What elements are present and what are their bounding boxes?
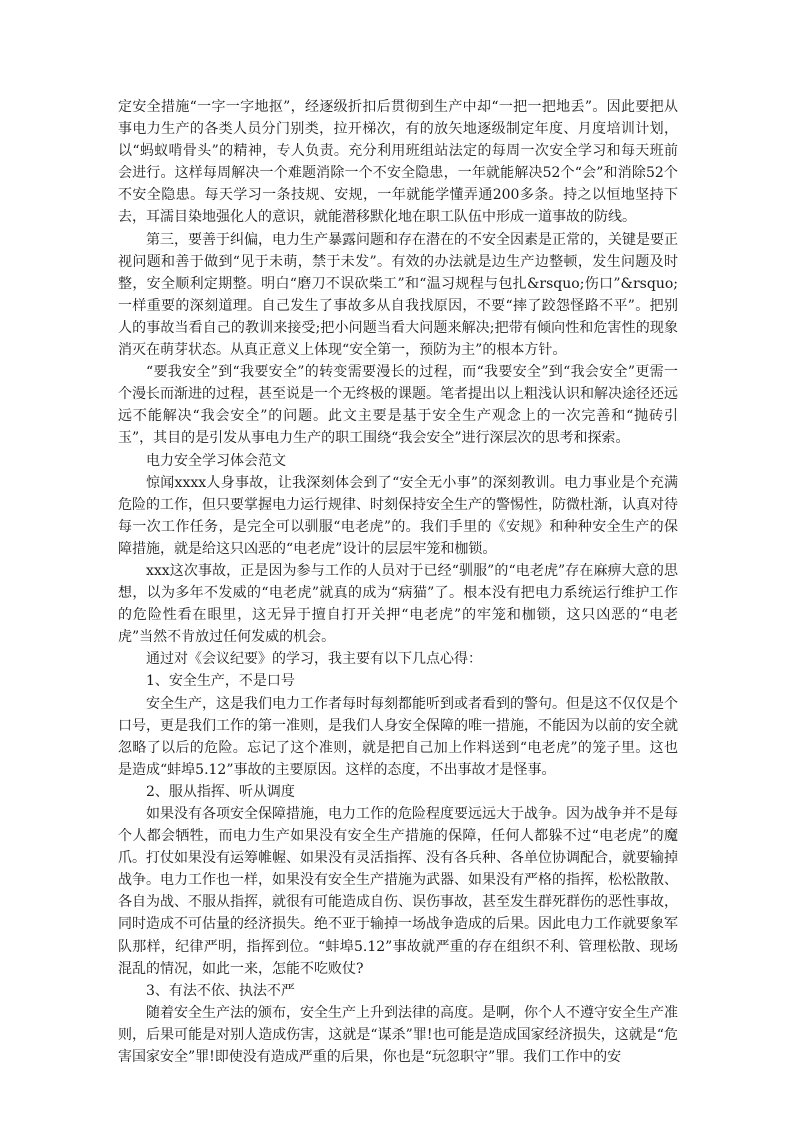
point-heading-2: 2、服从指挥、听从调度 (146, 783, 295, 800)
paragraph-conclusion: “要我安全”到“我要安全”的转变需要漫长的过程，而“我要安全”到“我会安全”更需一个漫长而渐进的过程，甚至说是一个无终极的课题。笔者提出以上粗浅认识和解决途径还远远不能解决“我会安全”的问题。此文主要是基于安全生产观念上的一次完善和“抛砖引玉”，其目的是引发从事电力生产的职工围绕“我会安全”进行深层次的思考和探索。 (118, 364, 678, 447)
document-page (118, 96, 678, 1068)
point-body-1: 安全生产，这是我们电力工作者每时每刻都能听到或者看到的警句。但是这不仅仅是个口号，更是我们工作的第一准则，是我们人身安全保障的唯一措施，不能因为以前的安全就忽略了以后的危险。忘记了这个准则，就是把自己加上作料送到“电老虎”的笼子里。这也是造成“蚌埠5.12”事故的主要原因。这样的态度，不出事故才是怪事。 (118, 695, 678, 778)
paragraph-accident: xxx这次事故，正是因为参与工作的人员对于已经“驯服”的“电老虎”存在麻痹大意的思想，以为多年不发威的“电老虎”就真的成为“病猫”了。根本没有把电力系统运行维护工作的危险性看在眼里，这无异于擅自打开关押“电老虎”的牢笼和枷锁，这只凶恶的“电老虎”当然不肯放过任何发威的机会。 (118, 562, 678, 646)
point-body-3: 随着安全生产法的颁布，安全生产上升到法律的高度。是啊，你个人不遵守安全生产准则，后果可能是对别人造成伤害，这就是“谋杀”罪!也可能是造成国家经济损失，这就是“危害国家安全”罪!即使没有造成严重的后果，你也是“玩忽职守”罪。我们工作中的安 (118, 1004, 678, 1066)
point-body-2: 如果没有各项安全保障措施，电力工作的危险程度要远远大于战争。因为战争并不是每个人都会牺牲，而电力生产如果没有安全生产措施的保障，任何人都躲不过“电老虎”的魔爪。打仗如果没有运筹帷幄、如果没有灵活指挥、没有各兵种、各单位协调配合，就要输掉战争。电力工作也一样，如果没有安全生产措施为武器、如果没有严格的指挥，松松散散、各自为战、不服从指挥，就很有可能造成自伤、误伤事故，甚至发生群死群伤的恶性事故，同时造成不可估量的经济损失。绝不亚于输掉一场战争造成的后果。因此电力工作就要象军队那样，纪律严明，指挥到位。“蚌埠5.12”事故就严重的存在组织不利、管理松散、现场混乱的情况，如此一来，怎能不吃败仗? (118, 806, 678, 977)
paragraph-continuation: 定安全措施“一字一字地抠”，经逐级折扣后贯彻到生产中却“一把一把地丢”。因此要把从事电力生产的各类人员分门别类，拉开梯次，有的放矢地逐级制定年度、月度培训计划，以“蚂蚁啃骨头”的精神，专人负责。充分利用班组站法定的每周一次安全学习和每天班前会进行。这样每周解决一个难题消除一个不安全隐患，一年就能解决52个“会”和消除52个不安全隐患。每天学习一条技规、安规，一年就能学懂弄通200多条。持之以恒地坚持下去，耳濡目染地强化人的意识，就能潜移默化地在职工队伍中形成一道事故的防线。 (118, 99, 678, 226)
point-heading-1: 1、安全生产，不是口号 (146, 673, 295, 690)
section-title: 电力安全学习体会范文 (146, 452, 286, 469)
paragraph-intro: 惊闻xxxx人身事故，让我深刻体会到了“安全无小事”的深刻教训。电力事业是个充满危险的工作，但只要掌握电力运行规律、时刻保持安全生产的警惕性，防微杜渐，认真对待每一次工作任务，是完全可以驯服“电老虎”的。我们手里的《安规》和种种安全生产的保障措施，就是给这只凶恶的“电老虎”设计的层层牢笼和枷锁。 (118, 474, 678, 557)
point-heading-3: 3、有法不依、执法不严 (146, 982, 295, 999)
paragraph-third-point: 第三，要善于纠偏，电力生产暴露问题和存在潜在的不安全因素是正常的，关键是要正视问题和善于做到“见于未萌，禁于未发”。有效的办法就是边生产边整顿，发生问题及时整，安全顺利定期整。明白“磨刀不误砍柴工”和“温习规程与包扎&rsquo;伤口”&rsquo;一样重要的深刻道理。自己发生了事故多从自我找原因，不要“摔了跤怨怪路不平”。把别人的事故当看自己的教训来接受;把小问题当看大问题来解决;把带有倾向性和危害性的现象消灭在萌芽状态。从真正意义上体现“安全第一，预防为主”的根本方针。 (118, 231, 678, 359)
paragraph-lead-in: 通过对《会议纪要》的学习，我主要有以下几点心得： (146, 651, 482, 668)
